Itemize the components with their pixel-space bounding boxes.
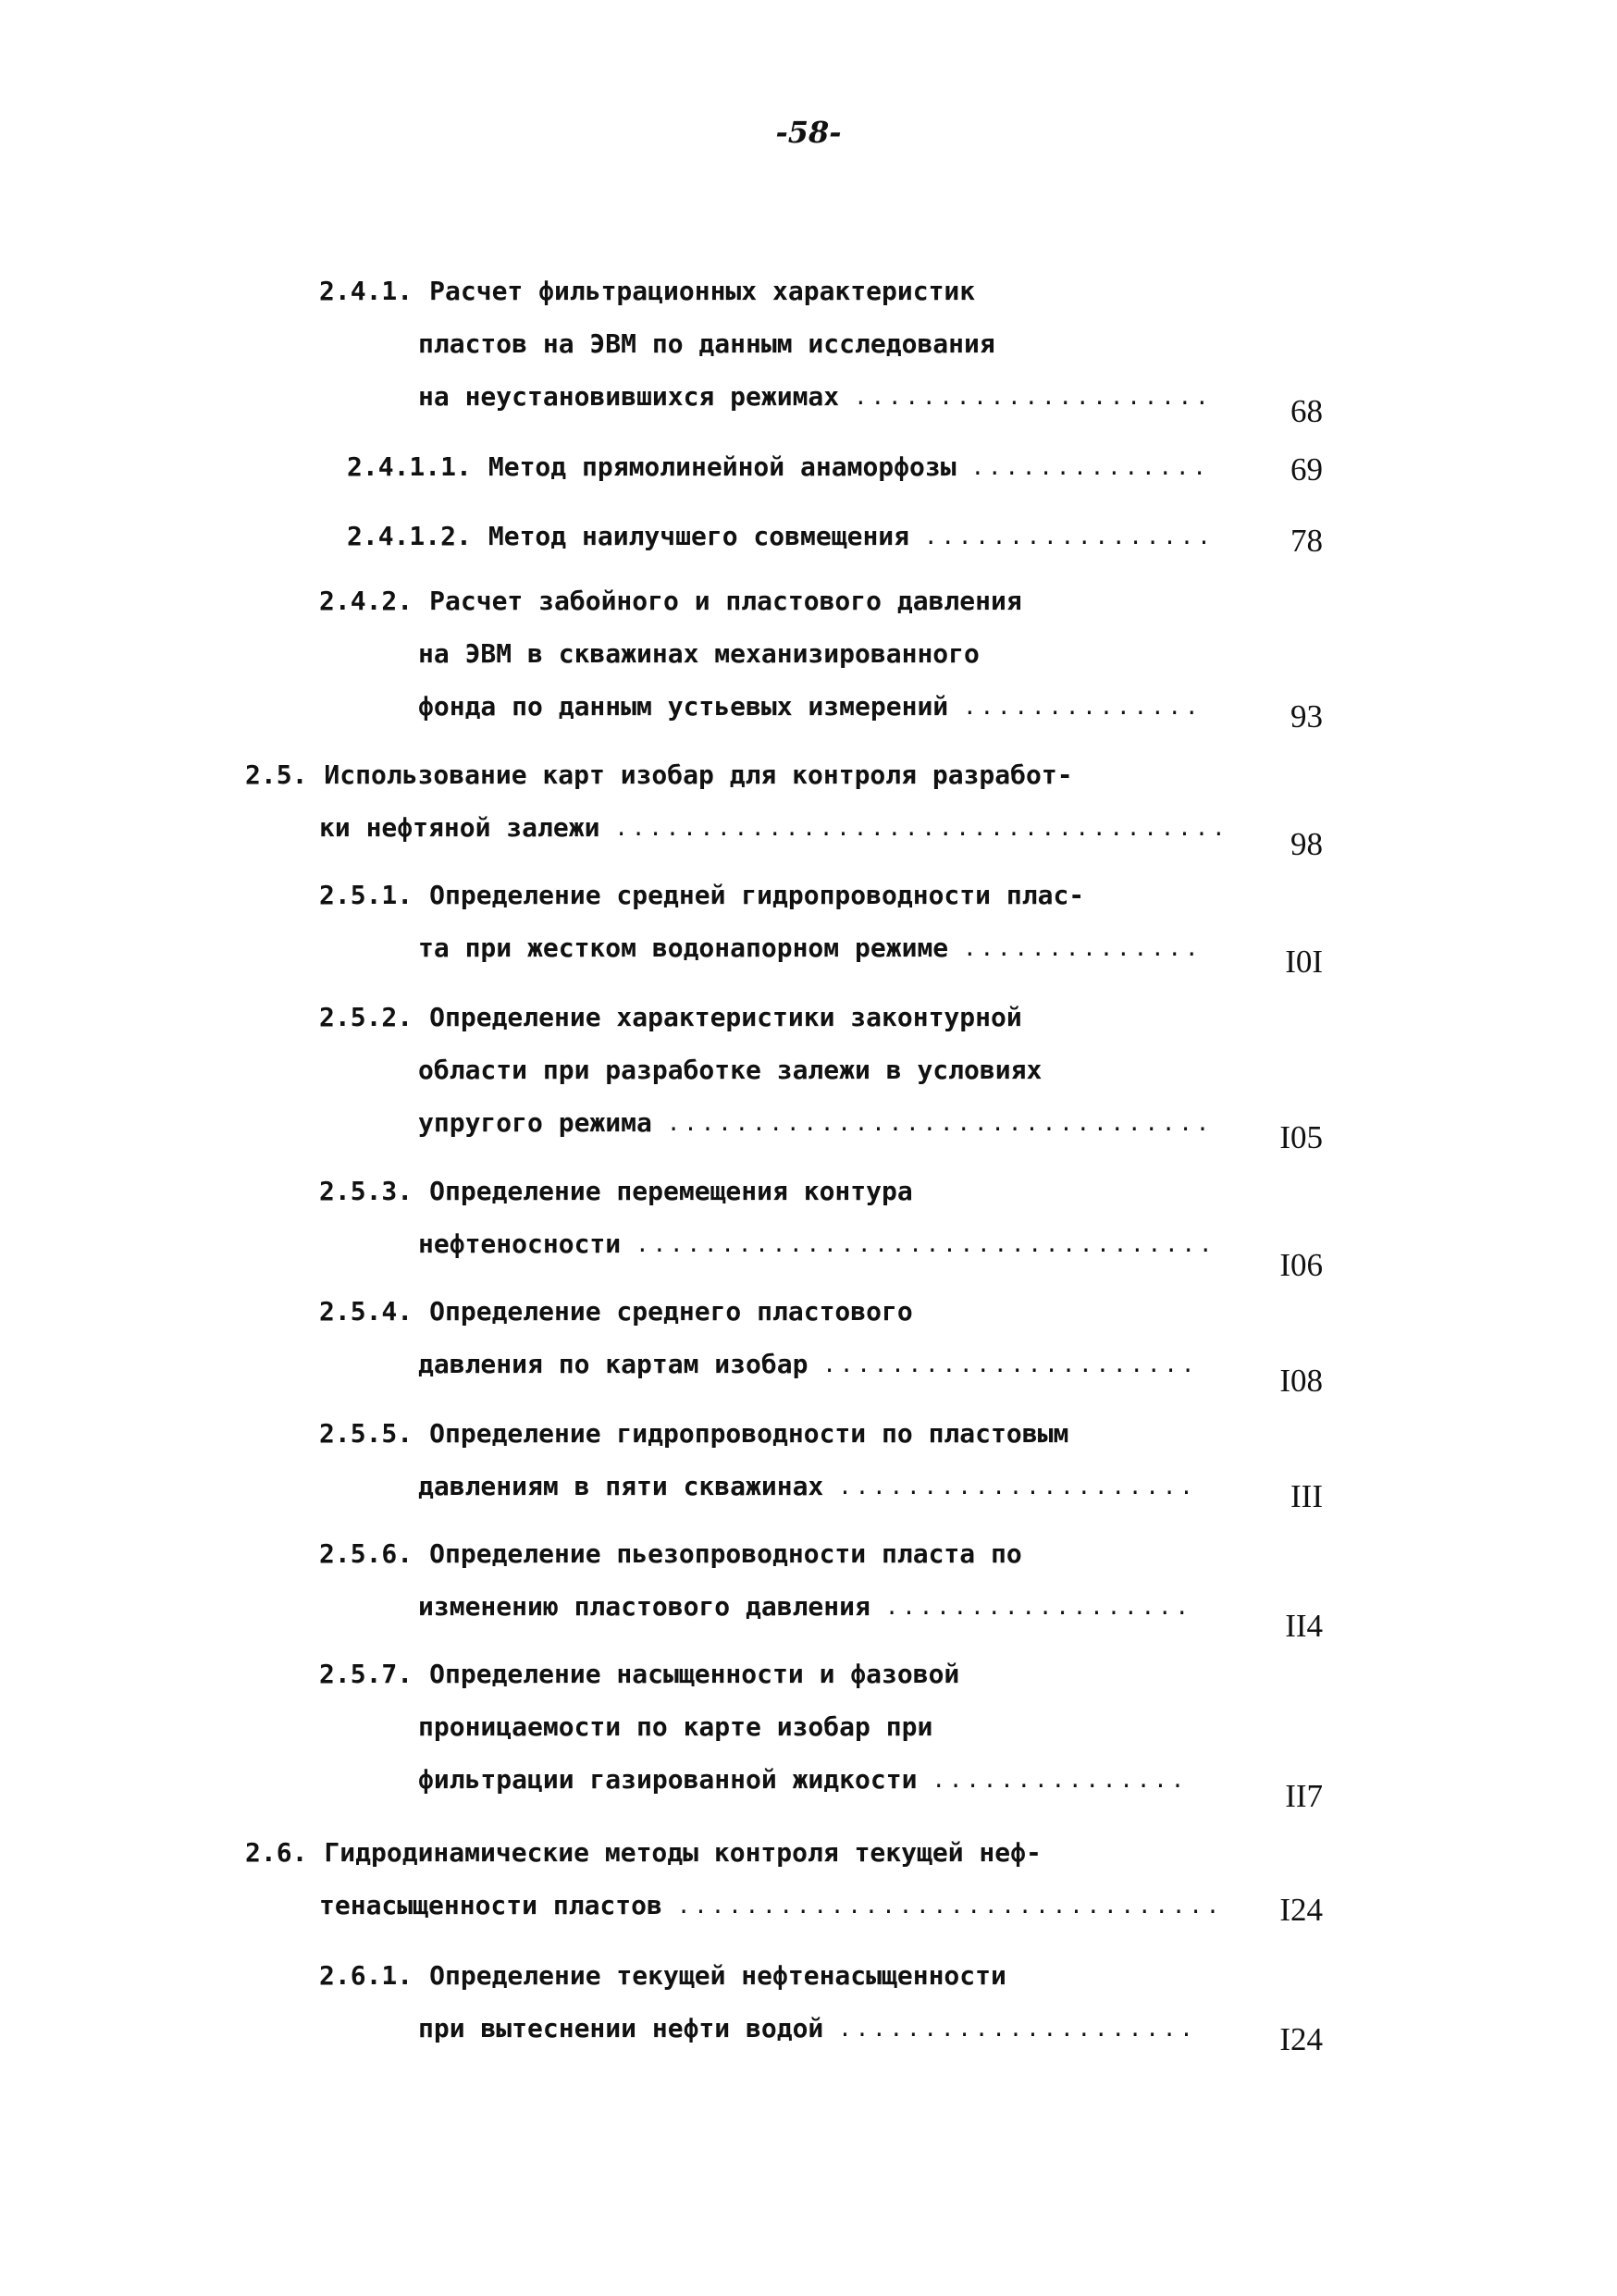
toc-page-number: I24 [1279,2021,1323,2057]
dot-leader: ..................... [838,1474,1197,1500]
toc-entry-title-line: тенасыщенности пластов [319,1890,662,1920]
toc-page-number: II4 [1285,1608,1323,1644]
toc-entry-title-line: Определение среднего пластового [429,1296,913,1327]
toc-entry-title-line: Определение перемещения контура [429,1176,913,1206]
toc-entry-number: 2.6.1. [319,1960,414,1991]
toc-entry-title-line: на неустановившихся режимах [418,381,840,412]
toc-entry-number: 2.5.6. [319,1538,414,1569]
toc-entry-title-line: проницаемости по карте изобар при [418,1711,933,1742]
toc-entry-number: 2.5.4. [319,1296,414,1327]
toc-entry-title-line: давления по картам изобар [418,1349,808,1379]
dot-leader: .............. [970,454,1210,480]
toc-entry-number: 2.6. [245,1837,308,1868]
toc-entry-title-line: области при разработке залежи в условиях [418,1055,1043,1085]
toc-page-number: 98 [1290,826,1323,862]
toc-entry-title-line: упругого режима [418,1107,652,1138]
toc-entry-title-line: давлениям в пяти скважинах [418,1471,824,1501]
toc-entry-title-line: Использование карт изобар для контроля разработ- [324,759,1073,790]
toc-entry-title-line: при вытеснении нефти водой [418,2013,824,2043]
dot-leader: ................. [924,524,1215,549]
toc-entry-title-line: на ЭВМ в скважинах механизированного [418,638,980,669]
toc-page-number: I0I [1285,944,1323,980]
toc-entry-number: 2.4.1.2. [347,521,472,551]
toc-entry-title-line: Расчет фильтрационных характеристик [429,276,976,306]
dot-leader: .................. [884,1594,1192,1620]
toc-entry-title-line: Определение средней гидропроводности плас- [429,880,1085,910]
toc-entry-number: 2.5.3. [319,1176,414,1206]
toc-page-number: 69 [1290,451,1323,488]
toc-entry-title-line: Метод прямолинейной анаморфозы [488,451,957,482]
toc-entry-number: 2.5.5. [319,1418,414,1449]
page-number: -58- [775,115,842,150]
toc-page-number: III [1290,1478,1323,1514]
toc-entry-title-line: Метод наилучшего совмещения [488,521,910,551]
toc-page-number: 68 [1290,393,1323,429]
dot-leader: .............. [963,694,1203,720]
toc-entry-title-line: ки нефтяной залежи [319,812,600,843]
dot-leader: ..................... [838,2016,1197,2042]
toc-entry-title-line: Расчет забойного и пластового давления [429,586,1022,616]
toc-entry-title-line: нефтеносности [418,1228,622,1259]
dot-leader: ..................... [854,384,1213,410]
toc-entry-title-line: Определение гидропроводности по пластовым [429,1418,1069,1449]
toc-page-number: 93 [1290,698,1323,734]
dot-leader: ...................... [822,1352,1199,1377]
toc-page-number: II7 [1285,1778,1323,1814]
dot-leader: ............... [932,1767,1189,1793]
toc-entry-number: 2.5. [245,759,308,790]
toc-entry-title-line: фонда по данным устьевых измерений [418,691,949,722]
dot-leader: .................................. [636,1231,1216,1257]
toc-page-number: 78 [1290,523,1323,559]
toc-entry-title-line: Определение текущей нефтенасыщенности [429,1960,1006,1991]
toc-entry-title-line: Гидродинамические методы контроля текущей неф- [324,1837,1042,1868]
toc-entry-title-line: та при жестком водонапорном режиме [418,932,949,963]
toc-page-number: I24 [1279,1892,1323,1928]
toc-entry-number: 2.4.2. [319,586,414,616]
toc-entry-title-line: изменению пластового давления [418,1591,870,1622]
toc-entry-number: 2.5.1. [319,880,414,910]
toc-page-number: I08 [1279,1363,1323,1399]
dot-leader: .................................... [614,815,1229,841]
toc-entry-title-line: фильтрации газированной жидкости [418,1764,918,1795]
toc-entry-title-line: Определение насыщенности и фазовой [429,1659,960,1689]
toc-entry-number: 2.5.7. [319,1659,414,1689]
toc-entry-number: 2.5.2. [319,1002,414,1032]
toc-page-number: I06 [1279,1247,1323,1283]
dot-leader: .............. [963,935,1203,961]
dot-leader: ................................ [666,1110,1214,1136]
toc-page-number: I05 [1279,1119,1323,1155]
toc-entry-title-line: Определение характеристики законтурной [429,1002,1022,1032]
toc-entry-title-line: Определение пьезопроводности пласта по [429,1538,1022,1569]
toc-entry-title-line: пластов на ЭВМ по данным исследования [418,328,995,359]
toc-entry-number: 2.4.1. [319,276,414,306]
toc-entry-number: 2.4.1.1. [347,451,472,482]
dot-leader: ................................ [676,1893,1224,1919]
